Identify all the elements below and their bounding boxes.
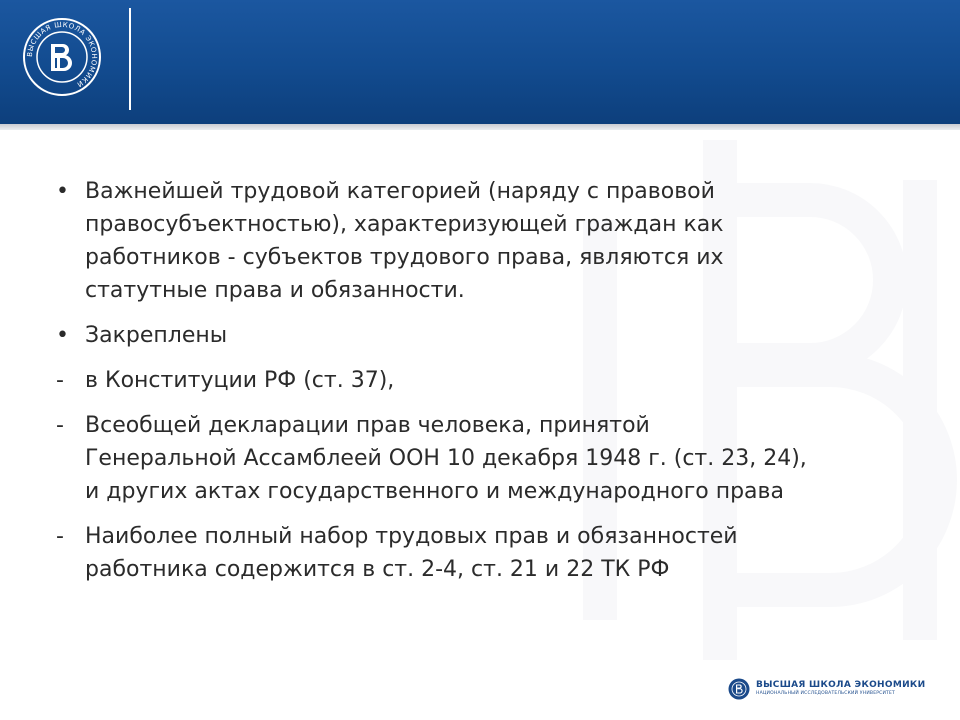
footer-subtitle: НАЦИОНАЛЬНЫЙ ИССЛЕДОВАТЕЛЬСКИЙ УНИВЕРСИТЕТ (756, 691, 895, 697)
text-line: Наиболее полный набор трудовых прав и обязанностей (85, 524, 738, 549)
hse-emblem-icon (728, 678, 750, 700)
list-item-text (85, 520, 922, 586)
header-bar (0, 0, 960, 124)
bullet-marker: • (56, 323, 69, 348)
text-line: Всеобщей декларации прав человека, принятой (85, 413, 650, 438)
slide-content (52, 175, 922, 598)
header-divider (129, 8, 131, 110)
text-line: работников - субъектов трудового права, являются их (85, 245, 724, 270)
list-item (52, 364, 922, 397)
text-line: статутные права и обязанности. (85, 278, 465, 303)
text-line: Важнейшей трудовой категорией (наряду с правовой (85, 179, 715, 204)
list-item-text (85, 409, 922, 508)
list-item (52, 319, 922, 352)
list-item-text (85, 364, 922, 397)
list-item-text (85, 319, 922, 352)
text-line: Генеральной Ассамблеей ООН 10 декабря 1948 г. (ст. 23, 24), (85, 446, 807, 471)
svg-text:ВЫСШАЯ ШКОЛА ЭКОНОМИКИ: ВЫСШАЯ ШКОЛА ЭКОНОМИКИ (25, 20, 99, 89)
text-line: правосубъектностью), характеризующей граждан как (85, 212, 724, 237)
list-item (52, 175, 922, 307)
dash-marker: - (56, 524, 64, 549)
dash-marker: - (56, 413, 64, 438)
text-line: Закреплены (85, 323, 228, 348)
dash-marker: - (56, 368, 64, 393)
bullet-marker: • (56, 179, 69, 204)
hse-emblem-icon (22, 17, 102, 97)
list-item (52, 520, 922, 586)
list-item-text (85, 175, 922, 307)
text-line: в Конституции РФ (ст. 37), (85, 368, 395, 393)
header-underline (0, 124, 960, 130)
text-line: и других актах государственного и международного права (85, 479, 784, 504)
list-item (52, 409, 922, 508)
text-line: работника содержится в ст. 2-4, ст. 21 и 22 ТК РФ (85, 557, 670, 582)
footer-logo (728, 678, 925, 700)
footer-title: ВЫСШАЯ ШКОЛА ЭКОНОМИКИ (756, 680, 926, 691)
